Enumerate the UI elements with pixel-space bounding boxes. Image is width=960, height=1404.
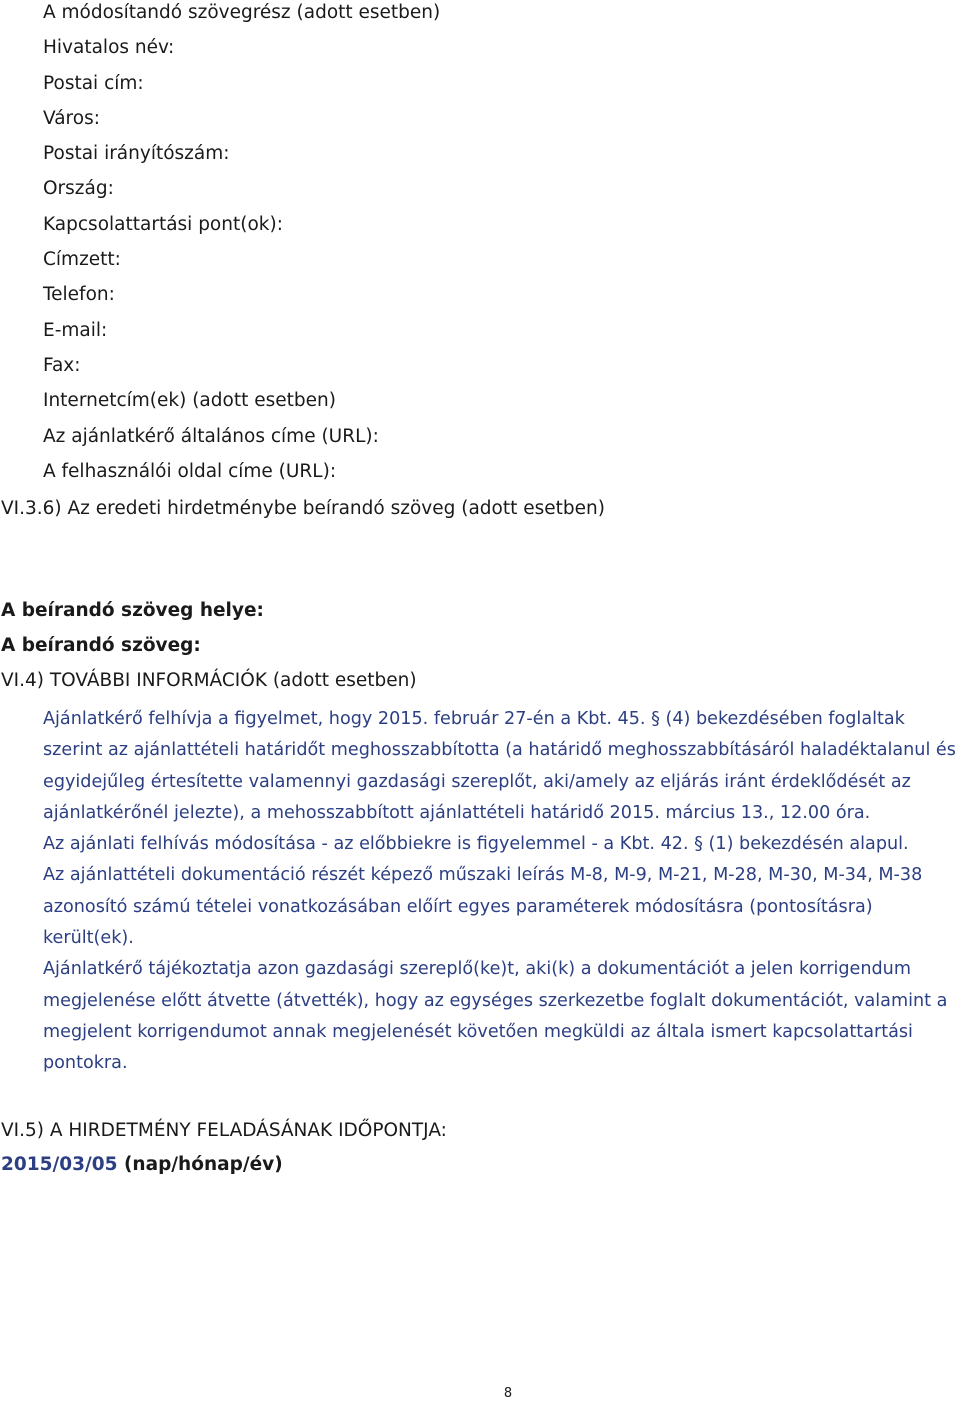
info-paragraph-technical-changes: Az ajánlattételi dokumentáció részét képező műszaki leírás M-8, M-9, M-21, M-28, M-30, M-34, M-38 azonosító számú tételei vonatkozásában előírt egyes paraméterek módosításra (pontosításra) került(ek). [43, 865, 923, 949]
field-official-name: Hivatalos név: [43, 37, 175, 59]
field-general-url: Az ajánlatkérő általános címe (URL): [43, 425, 379, 447]
info-paragraph-notification: Ajánlatkérő tájékoztatja azon gazdasági szereplő(ke)t, aki(k) a dokumentációt a jelen korrigendum megjelenése előtt átvette (átvették), hogy az egységes szerkezetbe foglalt dokumentációt, valamint a megjelent korrigendumot annak megjelenését követően megküldi az általa ismert kapcsolattartási pontokra. [43, 959, 948, 1074]
page-number: 8 [503, 1386, 513, 1401]
field-city: Város: [43, 107, 100, 129]
info-paragraph-deadline-extension: Ajánlatkérő felhívja a figyelmet, hogy 2015. február 27-én a Kbt. 45. § (4) bekezdésében foglaltak szerint az ajánlattételi határidőt meghosszabbította (a határidő meghosszabbításáról haladéktalanul és egyidejűleg értesítette valamennyi gazdasági szereplőt, aki/amely az eljárás iránt érdeklődését az ajánlatkérőnél jelezte), a mehosszabbított ajánlattételi határidő 2015. március 13., 12.00 óra. [43, 709, 956, 823]
info-paragraph-legal-basis: Az ajánlati felhívás módosítása - az előbbiekre is figyelemmel - a Kbt. 42. § (1) bekezdésén alapul. [43, 834, 909, 855]
insert-text-label: A beírandó szöveg: [1, 635, 201, 656]
section-heading-vi-4: VI.4) TOVÁBBI INFORMÁCIÓK (adott esetben) [1, 670, 417, 691]
section-heading-vi-3-6: VI.3.6) Az eredeti hirdetménybe beírandó szöveg (adott esetben) [1, 498, 605, 519]
dispatch-date-format: (nap/hónap/év) [123, 1154, 283, 1175]
additional-information-text [43, 704, 958, 1080]
insert-place-label: A beírandó szöveg helye: [1, 600, 264, 621]
field-country: Ország: [43, 178, 114, 200]
field-buyer-profile-url: A felhasználói oldal címe (URL): [43, 460, 337, 482]
dispatch-date-value: 2015/03/05 [1, 1154, 118, 1175]
field-modified-text-heading: A módosítandó szövegrész (adott esetben) [43, 2, 441, 23]
field-postal-address: Postai cím: [43, 72, 144, 94]
field-internet-addresses: Internetcím(ek) (adott esetben) [43, 390, 336, 412]
dispatch-date-line [1, 1152, 283, 1178]
field-fax: Fax: [43, 354, 81, 376]
field-contact-points: Kapcsolattartási pont(ok): [43, 213, 283, 235]
contact-fields-list [43, 0, 943, 494]
field-email: E-mail: [43, 319, 108, 341]
field-telephone: Telefon: [43, 284, 115, 306]
section-heading-vi-5: VI.5) A HIRDETMÉNY FELADÁSÁNAK IDŐPONTJA: [1, 1120, 447, 1141]
field-postal-code: Postai irányítószám: [43, 143, 230, 165]
field-addressee: Címzett: [43, 249, 121, 271]
